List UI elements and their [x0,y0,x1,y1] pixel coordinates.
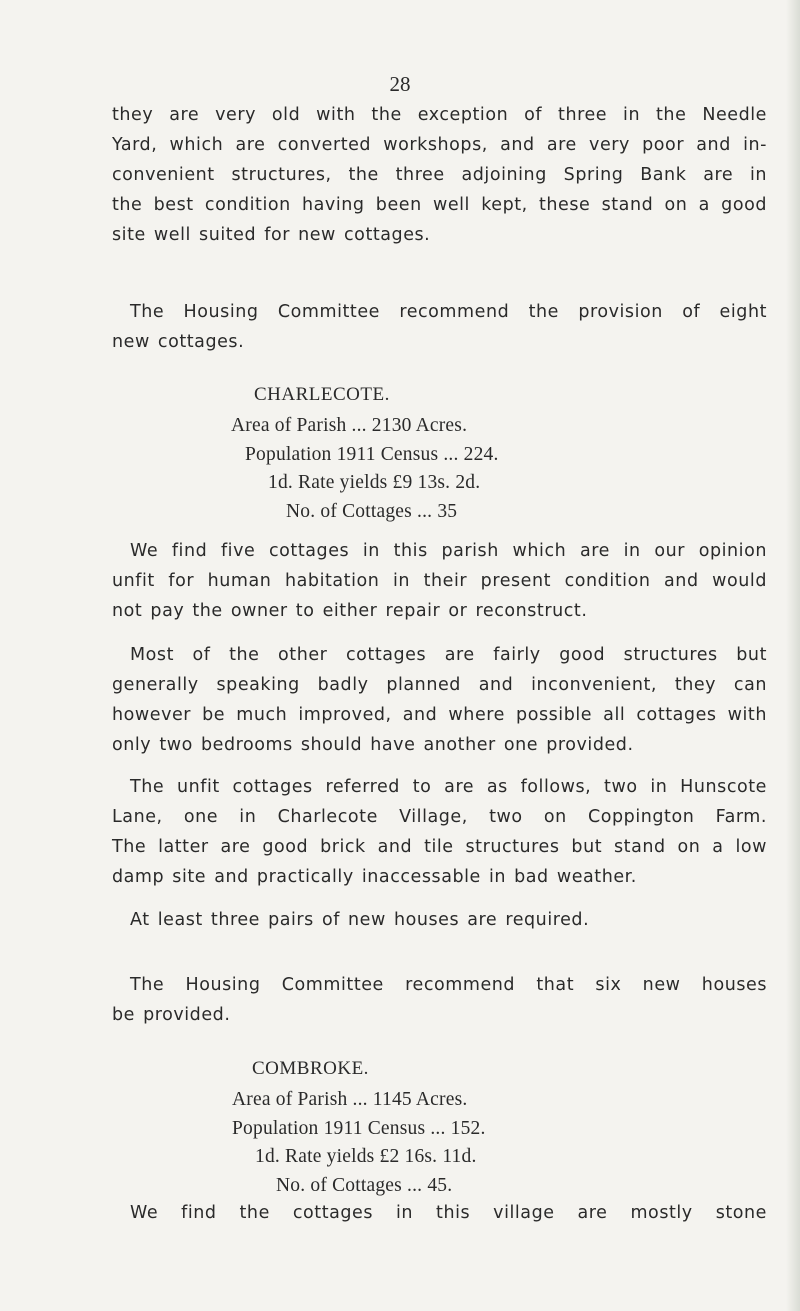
text-line: they are very old with the exception of three in the Needle [112,105,767,125]
stat-cottages: No. of Cottages ... 45. [276,1174,453,1196]
text-line: only two bedrooms should have another one provided. [112,735,634,755]
text-line: At least three pairs of new houses are required. [130,910,590,930]
section-heading-combroke: COMBROKE. [252,1058,369,1079]
text-line: site well suited for new cottages. [112,225,431,245]
page-number: 28 [389,72,411,96]
paragraph-recommendation-six [112,970,767,1030]
text-line: The unfit cottages referred to are as follows, two in Hunscote [130,777,767,797]
text-line: however be much improved, and where possible all cottages with [112,705,767,725]
text-line: The latter are good brick and tile structures but stand on a low [112,837,767,857]
text-line: new cottages. [112,332,245,352]
text-line: not pay the owner to either repair or reconstruct. [112,601,588,621]
paragraph-other-cottages [112,640,767,760]
stat-area: Area of Parish ... 1145 Acres. [232,1089,468,1110]
text-line: generally speaking badly planned and inconvenient, they can [112,675,767,695]
section-heading-charlecote: CHARLECOTE. [254,384,390,405]
combroke-stats [232,1086,486,1200]
text-line: damp site and practically inaccessable in bad weather. [112,867,637,887]
paragraph-three-pairs [112,905,767,935]
text-line: the best condition having been well kept, these stand on a good [112,195,767,215]
paragraph-five-cottages [112,536,767,626]
text-line: Yard, which are converted workshops, and are very poor and in- [112,135,767,155]
stat-cottages: No. of Cottages ... 35 [286,500,458,522]
paragraph-unfit-cottages [112,772,767,892]
stat-population: Population 1911 Census ... 152. [232,1117,486,1139]
paragraph-needle-yard [112,100,767,250]
text-line: The Housing Committee recommend that six new houses [130,975,767,995]
text-line: Lane, one in Charlecote Village, two on Coppington Farm. [112,807,767,827]
scan-edge-shadow [786,0,800,1311]
stat-rate: 1d. Rate yields £2 16s. 11d. [255,1146,477,1167]
charlecote-stats [231,412,499,526]
text-line: convenient structures, the three adjoining Spring Bank are in [112,165,767,185]
stat-population: Population 1911 Census ... 224. [245,443,499,465]
stat-area: Area of Parish ... 2130 Acres. [231,415,468,436]
text-line: unfit for human habitation in their present condition and would [112,571,767,591]
paragraph-combroke-stone [112,1198,767,1228]
text-line: We find five cottages in this parish which are in our opinion [130,541,767,561]
stat-rate: 1d. Rate yields £9 13s. 2d. [268,472,481,493]
text-line: Most of the other cottages are fairly good structures but [130,645,767,665]
paragraph-recommendation-eight [112,297,767,357]
text-line: be provided. [112,1005,231,1025]
text-line: The Housing Committee recommend the provision of eight [130,302,767,322]
text-line: We find the cottages in this village are mostly stone [130,1203,767,1223]
